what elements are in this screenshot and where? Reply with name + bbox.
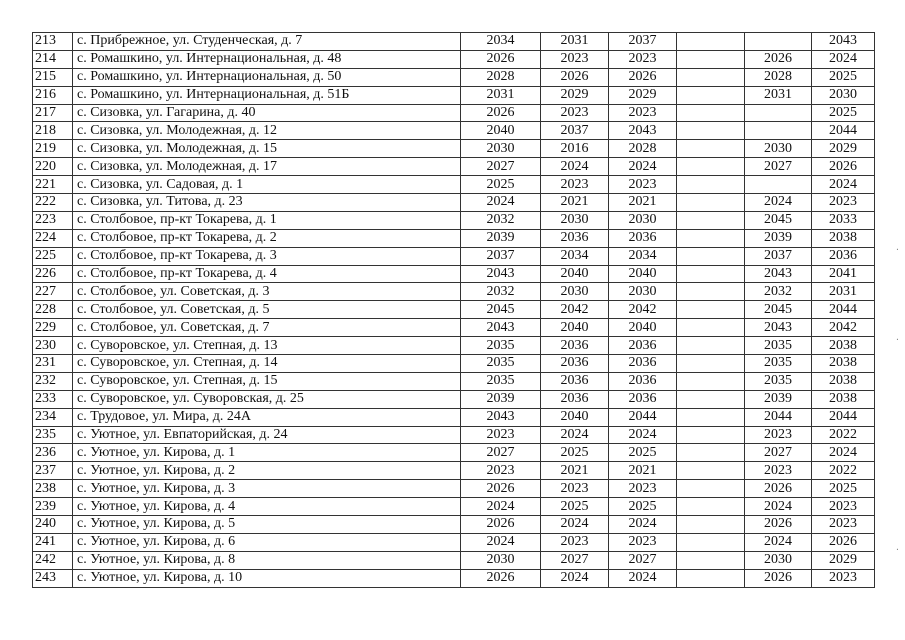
address-cell: с. Уютное, ул. Кирова, д. 3	[73, 480, 461, 498]
year-cell-2: 2031	[541, 33, 609, 51]
table-row	[33, 104, 875, 122]
table-row	[33, 355, 875, 373]
year-cell-4	[677, 301, 745, 319]
year-cell-5: 2023	[745, 462, 812, 480]
year-cell-1: 2024	[461, 498, 541, 516]
year-cell-6: 2044	[812, 301, 875, 319]
year-cell-1: 2026	[461, 50, 541, 68]
year-cell-4	[677, 444, 745, 462]
year-cell-4	[677, 390, 745, 408]
table-row	[33, 176, 875, 194]
year-cell-2: 2040	[541, 265, 609, 283]
year-cell-3: 2027	[609, 551, 677, 569]
year-cell-3: 2029	[609, 86, 677, 104]
year-cell-2: 2025	[541, 444, 609, 462]
year-cell-2: 2036	[541, 337, 609, 355]
year-cell-1: 2040	[461, 122, 541, 140]
row-number-cell: 237	[33, 462, 73, 480]
table-row	[33, 516, 875, 534]
year-cell-5	[745, 122, 812, 140]
year-cell-5: 2027	[745, 444, 812, 462]
year-cell-6: 2022	[812, 426, 875, 444]
address-cell: с. Уютное, ул. Кирова, д. 1	[73, 444, 461, 462]
scan-mark: ·	[895, 335, 899, 346]
year-cell-3: 2023	[609, 104, 677, 122]
year-cell-3: 2023	[609, 480, 677, 498]
year-cell-1: 2045	[461, 301, 541, 319]
year-cell-5: 2039	[745, 229, 812, 247]
year-cell-5: 2044	[745, 408, 812, 426]
address-cell: с. Ромашкино, ул. Интернациональная, д. 50	[73, 68, 461, 86]
year-cell-4	[677, 194, 745, 212]
table-row	[33, 283, 875, 301]
table-row	[33, 247, 875, 265]
year-cell-3: 2024	[609, 569, 677, 587]
table-row	[33, 462, 875, 480]
year-cell-2: 2023	[541, 533, 609, 551]
year-cell-2: 2040	[541, 408, 609, 426]
row-number-cell: 234	[33, 408, 73, 426]
table-row	[33, 533, 875, 551]
year-cell-2: 2025	[541, 498, 609, 516]
row-number-cell: 233	[33, 390, 73, 408]
year-cell-6: 2038	[812, 390, 875, 408]
year-cell-5	[745, 33, 812, 51]
year-cell-2: 2024	[541, 158, 609, 176]
year-cell-4	[677, 462, 745, 480]
year-cell-2: 2016	[541, 140, 609, 158]
year-cell-6: 2036	[812, 247, 875, 265]
year-cell-3: 2030	[609, 283, 677, 301]
year-cell-6: 2038	[812, 355, 875, 373]
year-cell-2: 2021	[541, 194, 609, 212]
year-cell-1: 2024	[461, 533, 541, 551]
year-cell-5: 2035	[745, 372, 812, 390]
year-cell-4	[677, 283, 745, 301]
year-cell-4	[677, 551, 745, 569]
year-cell-6: 2023	[812, 569, 875, 587]
row-number-cell: 236	[33, 444, 73, 462]
year-cell-5: 2035	[745, 355, 812, 373]
year-cell-3: 2023	[609, 533, 677, 551]
row-number-cell: 225	[33, 247, 73, 265]
table-row	[33, 229, 875, 247]
year-cell-1: 2026	[461, 516, 541, 534]
year-cell-6: 2038	[812, 337, 875, 355]
year-cell-3: 2036	[609, 390, 677, 408]
year-cell-2: 2024	[541, 516, 609, 534]
address-cell: с. Уютное, ул. Кирова, д. 4	[73, 498, 461, 516]
row-number-cell: 227	[33, 283, 73, 301]
row-number-cell: 232	[33, 372, 73, 390]
year-cell-4	[677, 104, 745, 122]
year-cell-5: 2045	[745, 211, 812, 229]
year-cell-4	[677, 408, 745, 426]
address-cell: с. Уютное, ул. Кирова, д. 2	[73, 462, 461, 480]
year-cell-4	[677, 372, 745, 390]
year-cell-1: 2023	[461, 426, 541, 444]
year-cell-2: 2042	[541, 301, 609, 319]
row-number-cell: 221	[33, 176, 73, 194]
row-number-cell: 241	[33, 533, 73, 551]
year-cell-3: 2028	[609, 140, 677, 158]
year-cell-6: 2033	[812, 211, 875, 229]
table-row	[33, 158, 875, 176]
table-row	[33, 265, 875, 283]
year-cell-1: 2035	[461, 337, 541, 355]
year-cell-4	[677, 229, 745, 247]
year-cell-1: 2024	[461, 194, 541, 212]
year-cell-1: 2030	[461, 140, 541, 158]
year-cell-1: 2027	[461, 444, 541, 462]
year-cell-3: 2036	[609, 372, 677, 390]
year-cell-4	[677, 426, 745, 444]
address-cell: с. Суворовское, ул. Степная, д. 15	[73, 372, 461, 390]
address-cell: с. Ромашкино, ул. Интернациональная, д. 48	[73, 50, 461, 68]
year-cell-3: 2024	[609, 426, 677, 444]
year-cell-2: 2023	[541, 480, 609, 498]
table-row	[33, 211, 875, 229]
year-cell-6: 2023	[812, 498, 875, 516]
year-cell-6: 2044	[812, 408, 875, 426]
year-cell-2: 2034	[541, 247, 609, 265]
year-cell-5: 2032	[745, 283, 812, 301]
year-cell-3: 2040	[609, 265, 677, 283]
year-cell-5: 2026	[745, 50, 812, 68]
year-cell-1: 2031	[461, 86, 541, 104]
year-cell-2: 2027	[541, 551, 609, 569]
row-number-cell: 230	[33, 337, 73, 355]
year-cell-6: 2023	[812, 194, 875, 212]
address-cell: с. Столбовое, ул. Советская, д. 7	[73, 319, 461, 337]
year-cell-6: 2025	[812, 104, 875, 122]
table-row	[33, 372, 875, 390]
year-cell-4	[677, 33, 745, 51]
year-cell-6: 2038	[812, 229, 875, 247]
table-body	[33, 33, 875, 588]
address-cell: с. Столбовое, пр-кт Токарева, д. 4	[73, 265, 461, 283]
address-cell: с. Суворовское, ул. Степная, д. 13	[73, 337, 461, 355]
year-cell-5: 2043	[745, 265, 812, 283]
table-row	[33, 301, 875, 319]
row-number-cell: 216	[33, 86, 73, 104]
year-cell-5: 2024	[745, 194, 812, 212]
year-cell-2: 2024	[541, 569, 609, 587]
year-cell-6: 2038	[812, 372, 875, 390]
table-row	[33, 444, 875, 462]
table-row	[33, 426, 875, 444]
year-cell-3: 2026	[609, 68, 677, 86]
year-cell-5: 2028	[745, 68, 812, 86]
address-cell: с. Сизовка, ул. Молодежная, д. 12	[73, 122, 461, 140]
address-cell: с. Уютное, ул. Кирова, д. 10	[73, 569, 461, 587]
year-cell-1: 2034	[461, 33, 541, 51]
year-cell-6: 2022	[812, 462, 875, 480]
year-cell-1: 2035	[461, 355, 541, 373]
year-cell-6: 2041	[812, 265, 875, 283]
table-row	[33, 68, 875, 86]
table-row	[33, 122, 875, 140]
row-number-cell: 214	[33, 50, 73, 68]
row-number-cell: 243	[33, 569, 73, 587]
address-cell: с. Сизовка, ул. Титова, д. 23	[73, 194, 461, 212]
address-cell: с. Столбовое, пр-кт Токарева, д. 2	[73, 229, 461, 247]
year-cell-2: 2024	[541, 426, 609, 444]
year-cell-3: 2023	[609, 50, 677, 68]
row-number-cell: 223	[33, 211, 73, 229]
table-row	[33, 86, 875, 104]
address-cell: с. Ромашкино, ул. Интернациональная, д. 51Б	[73, 86, 461, 104]
row-number-cell: 226	[33, 265, 73, 283]
year-cell-3: 2036	[609, 337, 677, 355]
year-cell-1: 2043	[461, 265, 541, 283]
year-cell-5: 2030	[745, 140, 812, 158]
address-cell: с. Столбовое, пр-кт Токарева, д. 3	[73, 247, 461, 265]
address-cell: с. Сизовка, ул. Садовая, д. 1	[73, 176, 461, 194]
table-row	[33, 408, 875, 426]
year-cell-5: 2045	[745, 301, 812, 319]
year-cell-5: 2027	[745, 158, 812, 176]
year-cell-1: 2026	[461, 104, 541, 122]
year-cell-1: 2043	[461, 408, 541, 426]
year-cell-4	[677, 337, 745, 355]
year-cell-2: 2023	[541, 50, 609, 68]
year-cell-6: 2026	[812, 533, 875, 551]
year-cell-5: 2035	[745, 337, 812, 355]
address-cell: с. Столбовое, пр-кт Токарева, д. 1	[73, 211, 461, 229]
table-row	[33, 480, 875, 498]
building-schedule-table	[32, 32, 875, 588]
year-cell-6: 2024	[812, 50, 875, 68]
year-cell-2: 2029	[541, 86, 609, 104]
year-cell-5: 2023	[745, 426, 812, 444]
year-cell-4	[677, 516, 745, 534]
address-cell: с. Суворовское, ул. Степная, д. 14	[73, 355, 461, 373]
year-cell-5: 2024	[745, 498, 812, 516]
year-cell-2: 2040	[541, 319, 609, 337]
year-cell-5: 2026	[745, 516, 812, 534]
table-row	[33, 140, 875, 158]
table-row	[33, 498, 875, 516]
row-number-cell: 242	[33, 551, 73, 569]
row-number-cell: 240	[33, 516, 73, 534]
year-cell-4	[677, 50, 745, 68]
year-cell-3: 2036	[609, 229, 677, 247]
row-number-cell: 229	[33, 319, 73, 337]
year-cell-3: 2036	[609, 355, 677, 373]
year-cell-2: 2023	[541, 104, 609, 122]
row-number-cell: 231	[33, 355, 73, 373]
year-cell-2: 2036	[541, 229, 609, 247]
year-cell-6: 2026	[812, 158, 875, 176]
year-cell-4	[677, 68, 745, 86]
year-cell-3: 2042	[609, 301, 677, 319]
year-cell-4	[677, 533, 745, 551]
year-cell-5: 2037	[745, 247, 812, 265]
row-number-cell: 213	[33, 33, 73, 51]
row-number-cell: 215	[33, 68, 73, 86]
scan-mark: ·	[895, 245, 899, 256]
row-number-cell: 219	[33, 140, 73, 158]
year-cell-2: 2030	[541, 283, 609, 301]
year-cell-1: 2032	[461, 211, 541, 229]
year-cell-3: 2024	[609, 158, 677, 176]
scan-mark: ·	[895, 545, 899, 556]
year-cell-5: 2043	[745, 319, 812, 337]
year-cell-5: 2026	[745, 569, 812, 587]
address-cell: с. Столбовое, ул. Советская, д. 3	[73, 283, 461, 301]
address-cell: с. Сизовка, ул. Гагарина, д. 40	[73, 104, 461, 122]
year-cell-4	[677, 140, 745, 158]
year-cell-5: 2024	[745, 533, 812, 551]
year-cell-4	[677, 247, 745, 265]
year-cell-6: 2031	[812, 283, 875, 301]
table-row	[33, 194, 875, 212]
year-cell-4	[677, 265, 745, 283]
year-cell-3: 2021	[609, 194, 677, 212]
year-cell-1: 2025	[461, 176, 541, 194]
table-row	[33, 390, 875, 408]
year-cell-1: 2026	[461, 569, 541, 587]
year-cell-3: 2044	[609, 408, 677, 426]
year-cell-6: 2044	[812, 122, 875, 140]
address-cell: с. Сизовка, ул. Молодежная, д. 17	[73, 158, 461, 176]
year-cell-3: 2025	[609, 444, 677, 462]
year-cell-3: 2040	[609, 319, 677, 337]
address-cell: с. Уютное, ул. Кирова, д. 8	[73, 551, 461, 569]
row-number-cell: 238	[33, 480, 73, 498]
year-cell-1: 2030	[461, 551, 541, 569]
year-cell-5: 2026	[745, 480, 812, 498]
year-cell-6: 2025	[812, 68, 875, 86]
year-cell-3: 2024	[609, 516, 677, 534]
table-row	[33, 569, 875, 587]
year-cell-5: 2030	[745, 551, 812, 569]
address-cell: с. Уютное, ул. Кирова, д. 5	[73, 516, 461, 534]
address-cell: с. Суворовское, ул. Суворовская, д. 25	[73, 390, 461, 408]
year-cell-1: 2039	[461, 229, 541, 247]
year-cell-4	[677, 498, 745, 516]
year-cell-6: 2025	[812, 480, 875, 498]
address-cell: с. Прибрежное, ул. Студенческая, д. 7	[73, 33, 461, 51]
row-number-cell: 218	[33, 122, 73, 140]
row-number-cell: 217	[33, 104, 73, 122]
year-cell-5: 2031	[745, 86, 812, 104]
address-cell: с. Уютное, ул. Кирова, д. 6	[73, 533, 461, 551]
row-number-cell: 222	[33, 194, 73, 212]
row-number-cell: 235	[33, 426, 73, 444]
year-cell-2: 2026	[541, 68, 609, 86]
year-cell-4	[677, 86, 745, 104]
year-cell-4	[677, 569, 745, 587]
address-cell: с. Столбовое, ул. Советская, д. 5	[73, 301, 461, 319]
year-cell-3: 2025	[609, 498, 677, 516]
table-row	[33, 551, 875, 569]
year-cell-6: 2024	[812, 176, 875, 194]
address-cell: с. Уютное, ул. Евпаторийская, д. 24	[73, 426, 461, 444]
year-cell-2: 2037	[541, 122, 609, 140]
year-cell-1: 2026	[461, 480, 541, 498]
year-cell-4	[677, 480, 745, 498]
year-cell-1: 2039	[461, 390, 541, 408]
table-row	[33, 319, 875, 337]
year-cell-6: 2029	[812, 551, 875, 569]
year-cell-3: 2023	[609, 176, 677, 194]
row-number-cell: 220	[33, 158, 73, 176]
year-cell-3: 2021	[609, 462, 677, 480]
year-cell-6: 2029	[812, 140, 875, 158]
year-cell-1: 2023	[461, 462, 541, 480]
year-cell-2: 2021	[541, 462, 609, 480]
year-cell-6: 2042	[812, 319, 875, 337]
year-cell-4	[677, 122, 745, 140]
year-cell-6: 2043	[812, 33, 875, 51]
year-cell-5	[745, 176, 812, 194]
year-cell-6: 2023	[812, 516, 875, 534]
year-cell-4	[677, 319, 745, 337]
address-cell: с. Сизовка, ул. Молодежная, д. 15	[73, 140, 461, 158]
year-cell-1: 2027	[461, 158, 541, 176]
year-cell-4	[677, 176, 745, 194]
year-cell-1: 2028	[461, 68, 541, 86]
year-cell-3: 2034	[609, 247, 677, 265]
year-cell-1: 2037	[461, 247, 541, 265]
year-cell-3: 2030	[609, 211, 677, 229]
year-cell-3: 2037	[609, 33, 677, 51]
year-cell-3: 2043	[609, 122, 677, 140]
year-cell-6: 2024	[812, 444, 875, 462]
table-row	[33, 50, 875, 68]
year-cell-1: 2043	[461, 319, 541, 337]
year-cell-2: 2023	[541, 176, 609, 194]
year-cell-5	[745, 104, 812, 122]
year-cell-4	[677, 158, 745, 176]
row-number-cell: 224	[33, 229, 73, 247]
address-cell: с. Трудовое, ул. Мира, д. 24А	[73, 408, 461, 426]
year-cell-2: 2036	[541, 372, 609, 390]
year-cell-2: 2036	[541, 390, 609, 408]
year-cell-1: 2035	[461, 372, 541, 390]
year-cell-6: 2030	[812, 86, 875, 104]
year-cell-4	[677, 355, 745, 373]
row-number-cell: 228	[33, 301, 73, 319]
year-cell-2: 2036	[541, 355, 609, 373]
table-row	[33, 33, 875, 51]
year-cell-1: 2032	[461, 283, 541, 301]
year-cell-5: 2039	[745, 390, 812, 408]
table-row	[33, 337, 875, 355]
year-cell-2: 2030	[541, 211, 609, 229]
row-number-cell: 239	[33, 498, 73, 516]
year-cell-4	[677, 211, 745, 229]
